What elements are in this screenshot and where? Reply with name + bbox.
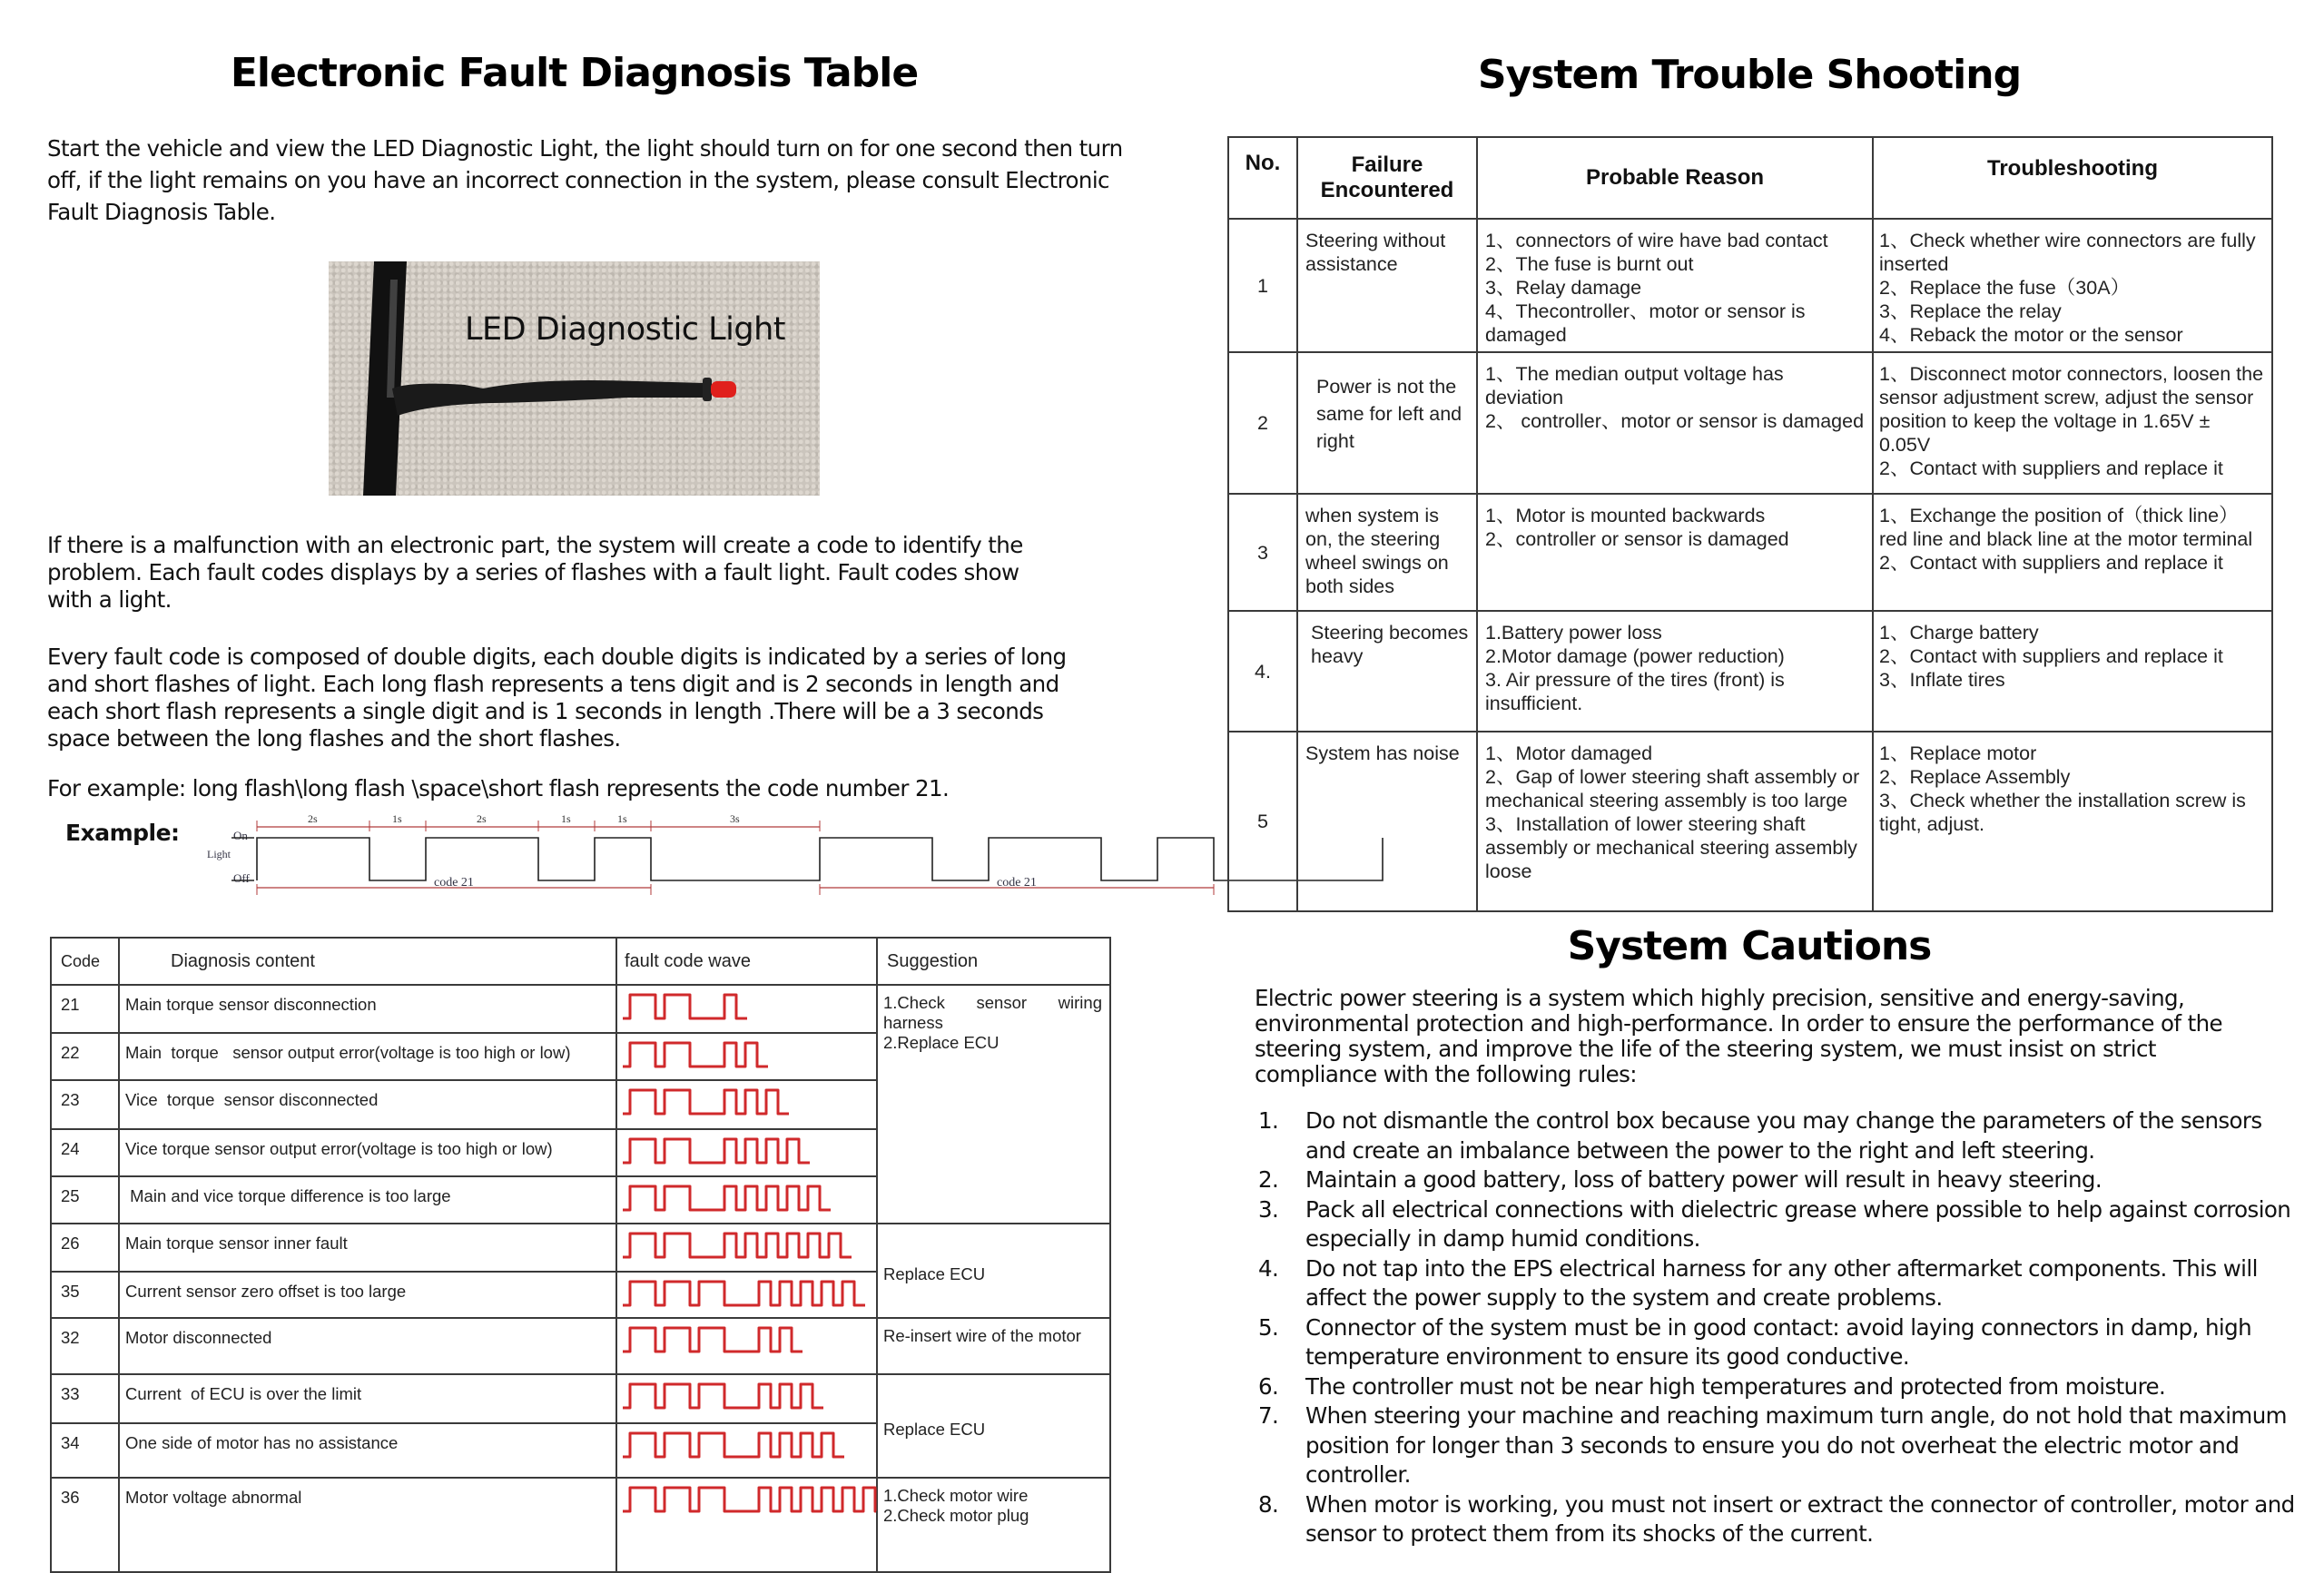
- fault-wave-graphic: [617, 1273, 878, 1312]
- caution-item: [1255, 1313, 2299, 1372]
- troubleshooting-item: 1、Check whether wire connectors are fully inserted: [1879, 230, 2256, 275]
- header-diagnosis-content: Diagnosis content: [119, 938, 616, 985]
- probable-reason-item: 2、controller or sensor is damaged: [1485, 528, 1789, 550]
- duration-label: 3s: [730, 812, 740, 825]
- troubleshooting-item: 1、Replace motor: [1879, 742, 2037, 764]
- fault-code: 26: [51, 1224, 119, 1272]
- fault-code: 36: [51, 1478, 119, 1572]
- malfunction-paragraph: If there is a malfunction with an electronic part, the system will create a code to identify the problem. Each fault codes displays by a series of flashes with a fault light. Fault codes show with a light.: [47, 532, 1023, 613]
- fault-wave-line: [623, 995, 747, 1018]
- axis-label-light: Light: [207, 848, 231, 860]
- fault-code: 35: [51, 1272, 119, 1318]
- fault-wave-line: [623, 1043, 768, 1067]
- trouble-table-row: [1228, 352, 2272, 494]
- header-no: No.: [1228, 137, 1297, 219]
- header-probable-reason: Probable Reason: [1477, 137, 1873, 219]
- suggestion-text: Replace ECU: [883, 1420, 986, 1439]
- probable-reason-item: 1、The median output voltage has deviation: [1485, 363, 1784, 408]
- duration-label: 1s: [561, 812, 571, 825]
- fault-wave-graphic: [617, 1130, 878, 1171]
- probable-reason-item: 2、Gap of lower steering shaft assembly or mechanical steering assembly is too large: [1485, 766, 1860, 811]
- fault-wave-line: [623, 1328, 803, 1352]
- fault-code: 32: [51, 1318, 119, 1374]
- header-suggestion: Suggestion: [877, 938, 1110, 985]
- caution-number: 5.: [1258, 1313, 1279, 1341]
- trouble-table-row: [1228, 611, 2272, 732]
- caution-item: [1255, 1401, 2299, 1490]
- trouble-no: 1: [1228, 219, 1297, 352]
- led-bezel: [703, 378, 712, 401]
- fault-wave-graphic: [617, 1375, 878, 1418]
- troubleshooting-item: 1、Disconnect motor connectors, loosen the sensor adjustment screw, adjust the sensor position to keep the voltage in 1.65V ± 0.05V: [1879, 363, 2264, 456]
- cautions-list: [1255, 1106, 2299, 1549]
- header-failure: Failure Encountered: [1297, 137, 1477, 219]
- suggestion-cell: [877, 985, 1110, 1224]
- suggestion-text: 2.Check motor plug: [883, 1506, 1029, 1525]
- fault-wave-line: [623, 1488, 876, 1511]
- failure-encountered: when system is on, the steering wheel swings on both sides: [1297, 494, 1477, 611]
- diagnosis-content: Current sensor zero offset is too large: [119, 1272, 616, 1318]
- caution-item: [1255, 1372, 2299, 1402]
- trouble-table-header: [1228, 137, 2272, 219]
- fault-table-row: [51, 1224, 1110, 1272]
- caution-text: Do not dismantle the control box because you may change the parameters of the sensors and create an imbalance between the power to the right and left steering.: [1305, 1107, 2262, 1164]
- duration-label: 1s: [392, 812, 402, 825]
- diagnosis-content: One side of motor has no assistance: [119, 1423, 616, 1478]
- probable-reason-item: 1、Motor damaged: [1485, 742, 1653, 764]
- fault-wave-line: [623, 1234, 852, 1257]
- fault-code-wave: [616, 1374, 877, 1423]
- probable-reason-item: 3、Installation of lower steering shaft assembly or mechanical steering assembly loose: [1485, 813, 1857, 882]
- troubleshooting-item: 1、Exchange the position of（thick line） red line and black line at the motor terminal: [1879, 505, 2253, 550]
- troubleshooting-item: 3、Replace the relay: [1879, 300, 2062, 322]
- fault-wave-graphic: [617, 1424, 878, 1472]
- suggestion-cell: [877, 1224, 1110, 1318]
- fault-code-wave: [616, 1423, 877, 1478]
- fault-code-wave: [616, 1224, 877, 1272]
- led-photo-art: [329, 261, 820, 496]
- fault-code-wave: [616, 1318, 877, 1374]
- diagnosis-content: Motor disconnected: [119, 1318, 616, 1374]
- fault-table-row: [51, 1374, 1110, 1423]
- code-label: code 21: [434, 876, 474, 890]
- probable-reason: [1477, 732, 1873, 911]
- cautions-intro: Electric power steering is a system which highly precision, sensitive and energy-saving, environmental protection and high-performance. In order to ensure the performance of the steering system, and improve the life of the steering system, we must insist on strict compliance with the following rules:: [1255, 985, 2223, 1087]
- header-code: Code: [51, 938, 119, 985]
- troubleshooting-item: 2、Replace Assembly: [1879, 766, 2071, 788]
- caution-number: 1.: [1258, 1107, 1279, 1134]
- probable-reason-item: 3. Air pressure of the tires (front) is insufficient.: [1485, 669, 1785, 714]
- code-label: code 21: [997, 876, 1037, 890]
- fault-wave-graphic: [617, 1177, 878, 1218]
- caution-item: [1255, 1490, 2299, 1549]
- example-paragraph: For example: long flash\long flash \space\short flash represents the code number 21.: [47, 775, 950, 801]
- diagnosis-content: Vice torque sensor output error(voltage is too high or low): [119, 1129, 616, 1176]
- fault-diagnosis-title: Electronic Fault Diagnosis Table: [230, 50, 919, 96]
- trouble-shooting-table: [1227, 136, 2273, 912]
- duration-label: 2s: [308, 812, 318, 825]
- troubleshooting-item: 4、Reback the motor or the sensor: [1879, 324, 2183, 346]
- example-label: Example:: [65, 820, 180, 846]
- fault-code-wave: [616, 1176, 877, 1224]
- fault-code: 21: [51, 985, 119, 1033]
- caution-item: [1255, 1195, 2299, 1254]
- fault-code-wave: [616, 1478, 877, 1572]
- probable-reason-item: 2.Motor damage (power reduction): [1485, 645, 1785, 667]
- troubleshooting-item: 3、Inflate tires: [1879, 669, 2005, 691]
- probable-reason: [1477, 494, 1873, 611]
- caution-text: Do not tap into the EPS electrical harness for any other aftermarket components. This will affect the power supply to the system and create problems.: [1305, 1254, 2258, 1311]
- trouble-no: 2: [1228, 352, 1297, 494]
- trouble-table-row: [1228, 219, 2272, 352]
- suggestion-text: Replace ECU: [883, 1264, 986, 1283]
- example-timing-diagram: [182, 808, 1037, 912]
- fault-wave-line: [623, 1433, 844, 1457]
- fault-code-wave: [616, 1129, 877, 1176]
- fault-wave-line: [623, 1282, 865, 1305]
- fault-code: 33: [51, 1374, 119, 1423]
- caution-number: 3.: [1258, 1195, 1279, 1223]
- trouble-no: 3: [1228, 494, 1297, 611]
- suggestion-text: 1.Check motor wire: [883, 1486, 1029, 1505]
- fault-code: 23: [51, 1080, 119, 1129]
- suggestion-text: Re-insert wire of the motor: [883, 1326, 1081, 1345]
- led-bulb: [711, 381, 736, 398]
- caution-text: When steering your machine and reaching maximum turn angle, do not hold that maximum position for longer than 3 seconds to ensure you do not overheat the electric motor and controller.: [1305, 1402, 2287, 1488]
- fault-code-wave: [616, 1272, 877, 1318]
- suggestion-cell: [877, 1318, 1110, 1374]
- fault-code: 24: [51, 1129, 119, 1176]
- troubleshooting-item: 2、Contact with suppliers and replace it: [1879, 552, 2223, 574]
- probable-reason-item: 2、 controller、motor or sensor is damaged: [1485, 410, 1865, 432]
- caution-number: 8.: [1258, 1490, 1279, 1518]
- probable-reason-item: 1、connectors of wire have bad contact: [1485, 230, 1828, 251]
- troubleshooting: [1873, 219, 2272, 352]
- suggestion-text: 2.Replace ECU: [883, 1033, 1000, 1052]
- fault-table-row: [51, 1318, 1110, 1374]
- probable-reason: [1477, 611, 1873, 732]
- led-lead-wire: [392, 380, 705, 416]
- digits-paragraph: Every fault code is composed of double digits, each double digits is indicated by a series of long and short flashes of light. Each long flash represents a tens digit and is 2 seconds in length and each short flash represents a single digit and is 1 seconds in length .There will be a 3 seconds space between the long flashes and the short flashes.: [47, 644, 1067, 752]
- example-light-wave: [257, 838, 1383, 880]
- caution-number: 2.: [1258, 1166, 1279, 1193]
- diagnosis-content: Vice torque sensor disconnected: [119, 1080, 616, 1129]
- troubleshooting: [1873, 732, 2272, 911]
- duration-label: 1s: [617, 812, 627, 825]
- fault-code: 25: [51, 1176, 119, 1224]
- fault-code-table: [50, 937, 1111, 1573]
- header-fault-code-wave: fault code wave: [616, 938, 877, 985]
- fault-wave-line: [623, 1186, 831, 1210]
- trouble-table-row: [1228, 732, 2272, 911]
- fault-wave-graphic: [617, 1479, 878, 1567]
- caution-text: The controller must not be near high temperatures and protected from moisture.: [1305, 1372, 2166, 1400]
- caution-item: [1255, 1106, 2299, 1165]
- fault-code-wave: [616, 985, 877, 1033]
- diagnosis-content: Motor voltage abnormal: [119, 1478, 616, 1572]
- caution-number: 7.: [1258, 1402, 1279, 1429]
- header-troubleshooting: Troubleshooting: [1873, 137, 2272, 219]
- fault-wave-graphic: [617, 1224, 878, 1266]
- fault-code-wave: [616, 1080, 877, 1129]
- harness-cable: [363, 261, 407, 496]
- probable-reason-item: 1、Motor is mounted backwards: [1485, 505, 1766, 526]
- fault-wave-graphic: [617, 986, 878, 1027]
- caution-text: When motor is working, you must not insert or extract the connector of controller, motor and sensor to protect them from its shocks of the current.: [1305, 1490, 2295, 1547]
- axis-label-on: On: [233, 829, 248, 842]
- axis-label-off: Off: [233, 871, 250, 885]
- probable-reason-item: 2、The fuse is burnt out: [1485, 253, 1694, 275]
- failure-encountered: Power is not the same for left and right: [1297, 352, 1477, 494]
- caution-text: Pack all electrical connections with dielectric grease where possible to help against corrosion especially in damp humid conditions.: [1305, 1195, 2291, 1252]
- duration-label: 2s: [477, 812, 487, 825]
- diagnosis-content: Main torque sensor inner fault: [119, 1224, 616, 1272]
- troubleshooting: [1873, 494, 2272, 611]
- caution-number: 4.: [1258, 1254, 1279, 1282]
- caution-number: 6.: [1258, 1372, 1279, 1400]
- failure-encountered: System has noise: [1297, 732, 1477, 911]
- suggestion-cell: [877, 1374, 1110, 1478]
- suggestion-text: 1.Check sensor wiring harness: [883, 993, 1102, 1032]
- probable-reason-item: 1.Battery power loss: [1485, 622, 1662, 644]
- troubleshooting-item: 1、Charge battery: [1879, 622, 2039, 644]
- fault-wave-graphic: [617, 1034, 878, 1075]
- diagnosis-content: Current of ECU is over the limit: [119, 1374, 616, 1423]
- fault-code: 22: [51, 1033, 119, 1080]
- fault-wave-graphic: [617, 1081, 878, 1124]
- probable-reason: [1477, 352, 1873, 494]
- diagnosis-content: Main torque sensor disconnection: [119, 985, 616, 1033]
- troubleshooting: [1873, 352, 2272, 494]
- fault-wave-line: [623, 1384, 823, 1408]
- cautions-title: System Cautions: [1567, 923, 1932, 969]
- caution-item: [1255, 1254, 2299, 1313]
- diagnosis-content: Main torque sensor output error(voltage is too high or low): [119, 1033, 616, 1080]
- troubleshooting-item: 2、Contact with suppliers and replace it: [1879, 645, 2223, 667]
- fault-wave-graphic: [617, 1319, 878, 1369]
- fault-code-wave: [616, 1033, 877, 1080]
- probable-reason: [1477, 219, 1873, 352]
- fault-table-header: [51, 938, 1110, 985]
- caution-text: Maintain a good battery, loss of battery power will result in heavy steering.: [1305, 1166, 2102, 1193]
- probable-reason-item: 4、Thecontroller、motor or sensor is damaged: [1485, 300, 1806, 346]
- fault-wave-line: [623, 1139, 810, 1163]
- fault-table-row: [51, 985, 1110, 1033]
- fault-table-row: [51, 1478, 1110, 1572]
- trouble-no: 5: [1228, 732, 1297, 911]
- led-diagnostic-photo: [329, 261, 820, 496]
- intro-paragraph: Start the vehicle and view the LED Diagnostic Light, the light should turn on for one second then turn off, if the light remains on you have an incorrect connection in the system, please consult Electronic Fault Diagnosis Table.: [47, 135, 1123, 225]
- troubleshooting: [1873, 611, 2272, 732]
- caution-text: Connector of the system must be in good contact: avoid laying connectors in damp, high temperature environment to ensure its good conductive.: [1305, 1313, 2252, 1370]
- trouble-no: 4.: [1228, 611, 1297, 732]
- fault-code: 34: [51, 1423, 119, 1478]
- led-photo-caption: LED Diagnostic Light: [465, 311, 786, 348]
- troubleshooting-item: 2、Replace the fuse（30A）: [1879, 277, 2131, 299]
- troubleshooting-item: 2、Contact with suppliers and replace it: [1879, 457, 2223, 479]
- failure-encountered: Steering without assistance: [1297, 219, 1477, 352]
- probable-reason-item: 3、Relay damage: [1485, 277, 1642, 299]
- suggestion-cell: [877, 1478, 1110, 1572]
- diagnosis-content: Main and vice torque difference is too large: [119, 1176, 616, 1224]
- trouble-table-row: [1228, 494, 2272, 611]
- caution-item: [1255, 1165, 2299, 1195]
- troubleshooting-item: 3、Check whether the installation screw is tight, adjust.: [1879, 790, 2246, 835]
- failure-encountered: Steering becomes heavy: [1297, 611, 1477, 732]
- trouble-shooting-title: System Trouble Shooting: [1477, 52, 2022, 98]
- fault-wave-line: [623, 1090, 789, 1114]
